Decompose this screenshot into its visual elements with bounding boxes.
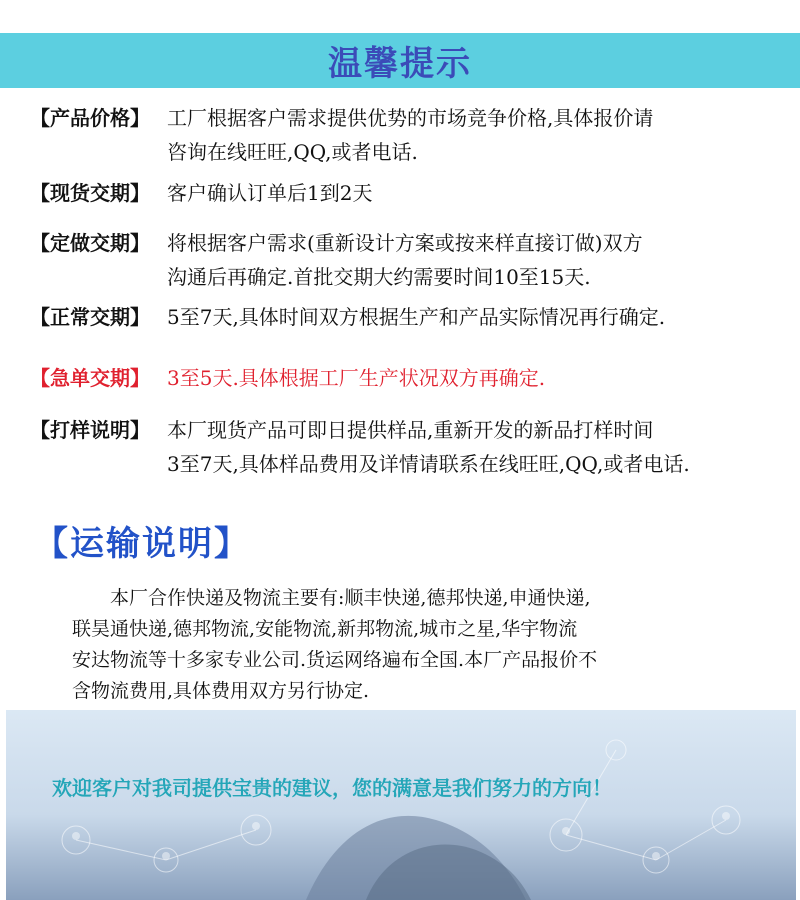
shipping-paragraph bbox=[72, 583, 772, 707]
row-line: 5至7天,具体时间双方根据生产和产品实际情况再行确定. bbox=[167, 305, 666, 329]
row-tag: 【正常交期】 bbox=[30, 305, 150, 329]
handshake-network-background bbox=[6, 710, 796, 900]
row-tag: 【打样说明】 bbox=[30, 418, 150, 442]
row-text bbox=[167, 300, 792, 334]
row-tag: 【急单交期】 bbox=[30, 366, 150, 390]
row-text bbox=[167, 361, 792, 395]
row-line: 本厂现货产品可即日提供样品,重新开发的新品打样时间 bbox=[167, 418, 654, 442]
row-text bbox=[167, 101, 792, 169]
row-text bbox=[167, 176, 792, 210]
shipping-line: 安达物流等十多家专业公司.货运网络遍布全国.本厂产品报价不 bbox=[72, 649, 598, 671]
row-line: 咨询在线旺旺,QQ,或者电话. bbox=[167, 140, 418, 164]
shipping-line: 本厂合作快递及物流主要有:顺丰快递,德邦快递,申通快递, bbox=[72, 587, 591, 609]
row-line: 沟通后再确定.首批交期大约需要时间10至15天. bbox=[167, 265, 591, 289]
row-line: 客户确认订单后1到2天 bbox=[167, 181, 373, 205]
footer-message: 欢迎客户对我司提供宝贵的建议，您的满意是我们努力的方向！ bbox=[52, 776, 612, 800]
row-tag: 【产品价格】 bbox=[30, 106, 150, 130]
row-tag: 【现货交期】 bbox=[30, 181, 150, 205]
row-text bbox=[167, 413, 792, 481]
shipping-section-title: 【运输说明】 bbox=[34, 524, 250, 564]
row-line: 3至5天.具体根据工厂生产状况双方再确定. bbox=[167, 366, 546, 390]
row-text bbox=[167, 226, 792, 294]
row-line: 工厂根据客户需求提供优势的市场竞争价格,具体报价请 bbox=[167, 106, 654, 130]
row-tag: 【定做交期】 bbox=[30, 231, 150, 255]
header-banner bbox=[0, 33, 800, 88]
row-line: 将根据客户需求(重新设计方案或按来样直接订做)双方 bbox=[167, 231, 643, 255]
shipping-line: 联昊通快递,德邦物流,安能物流,新邦物流,城市之星,华宇物流 bbox=[72, 618, 578, 640]
row-line: 3至7天,具体样品费用及详情请联系在线旺旺,QQ,或者电话. bbox=[167, 452, 690, 476]
shipping-line: 含物流费用,具体费用双方另行协定. bbox=[72, 680, 370, 702]
page-title: 温馨提示 bbox=[328, 44, 472, 84]
footer-banner bbox=[6, 710, 796, 900]
